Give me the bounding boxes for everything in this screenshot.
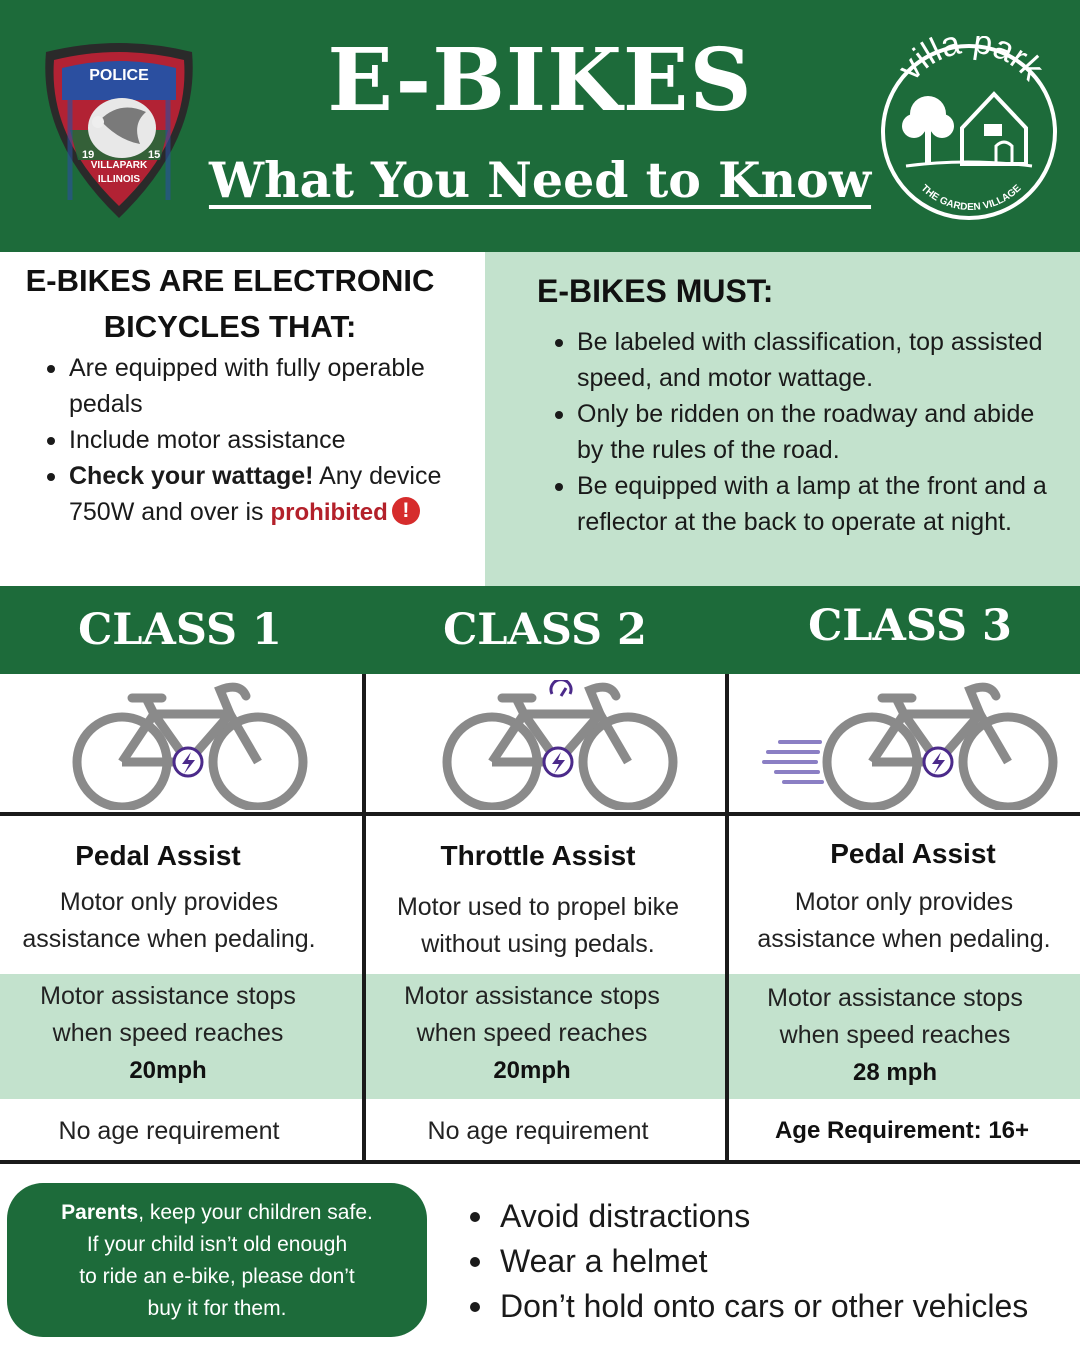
class-2-age: No age requirement (427, 1117, 649, 1145)
class-2-assist (358, 838, 718, 963)
speed-limit: 20mph (493, 1057, 571, 1084)
assist-type: Pedal Assist (75, 840, 241, 871)
assist-type: Pedal Assist (830, 838, 996, 869)
list-item: Be labeled with classification, top assisted speed, and motor wattage. (577, 324, 1057, 396)
safety-tips-list (470, 1194, 1028, 1329)
list-item: Avoid distractions (470, 1194, 1028, 1239)
list-item: Are equipped with fully operable pedals (69, 350, 449, 422)
requirements-heading: E-BIKES MUST: (537, 273, 774, 309)
class-3-age: Age Requirement: 16+ (774, 1117, 1030, 1144)
class-header-band (0, 586, 1080, 674)
assist-type: Throttle Assist (440, 840, 636, 871)
assist-description: Motor only provides assistance when pedaling. (22, 888, 316, 953)
speed-limit: 28 mph (852, 1059, 938, 1086)
class-1-title: CLASS 1 (78, 605, 282, 655)
header (0, 0, 1080, 252)
bicycle-throttle-icon (440, 680, 680, 810)
list-item: Include motor assistance (69, 422, 449, 458)
speed-limit: 20mph (129, 1057, 207, 1084)
row-divider (0, 812, 1080, 816)
class-2-speed: Motor assistance stops when speed reaches 20mph (352, 978, 712, 1089)
bicycle-speed-icon (760, 680, 1060, 810)
police-badge-logo (40, 40, 198, 222)
villa-park-logo (876, 36, 1062, 222)
bicycle-icon (70, 680, 310, 810)
class-3-title: CLASS 3 (808, 601, 1012, 651)
svg-text:THE GARDEN VILLAGE: THE GARDEN VILLAGE (918, 182, 1024, 214)
page-subtitle: What You Need to Know (208, 151, 872, 209)
svg-text:19: 19 (82, 149, 95, 161)
requirements-list (577, 324, 1057, 540)
alert-icon: ! (392, 497, 420, 525)
list-item: Don’t hold onto cars or other vehicles (470, 1284, 1028, 1329)
assist-description: Motor only provides assistance when pedaling. (757, 888, 1051, 953)
class-3-assist (728, 836, 1080, 958)
list-item: Wear a helmet (470, 1239, 1028, 1284)
svg-text:ILLINOIS: ILLINOIS (97, 174, 141, 185)
ebike-definition-panel (0, 252, 485, 586)
class-3-speed: Motor assistance stops when speed reaches 28 mph (715, 980, 1075, 1091)
class-1-age: No age requirement (58, 1117, 280, 1145)
class-1-assist (0, 838, 338, 958)
ebike-requirements-panel (485, 252, 1080, 586)
list-item-wattage: Check your wattage! Any device 750W and over is prohibited ! (69, 458, 449, 531)
definition-list (69, 350, 449, 531)
prohibited-label: prohibited (270, 499, 388, 526)
parents-note: Parents, keep your children safe. If your child isn’t old enough to ride an e-bike, please don’t buy it for them. (7, 1183, 427, 1337)
svg-text:POLICE: POLICE (89, 67, 149, 84)
list-item: Be equipped with a lamp at the front and a reflector at the back to operate at night. (577, 468, 1057, 540)
definition-heading: E-BIKES ARE ELECTRONIC BICYCLES THAT: (25, 263, 435, 344)
svg-text:15: 15 (148, 149, 161, 161)
page-title: E-BIKES (327, 30, 753, 131)
svg-text:villa park: villa park (890, 36, 1052, 88)
svg-text:VILLAPARK: VILLAPARK (90, 160, 148, 171)
class-1-speed: Motor assistance stops when speed reaches 20mph (0, 978, 348, 1089)
class-2-title: CLASS 2 (443, 605, 647, 655)
list-item: Only be ridden on the roadway and abide by the rules of the road. (577, 396, 1057, 468)
assist-description: Motor used to propel bike without using pedals. (396, 893, 680, 958)
